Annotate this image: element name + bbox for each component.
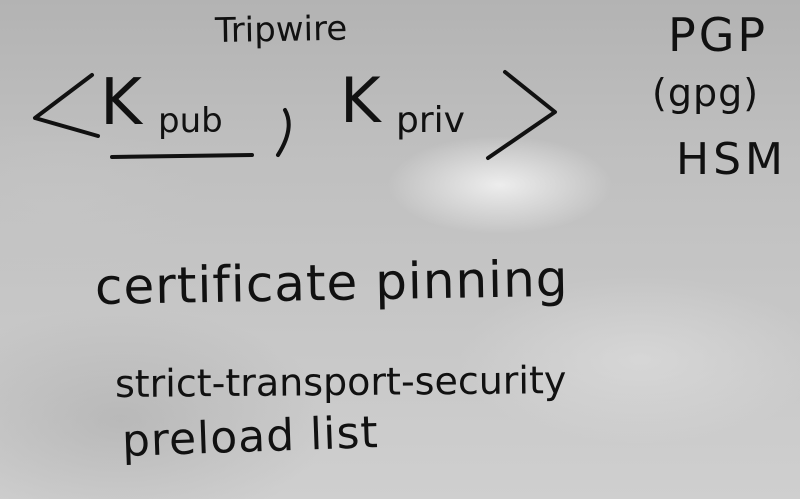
open-angle-bracket	[35, 75, 98, 136]
public-key-letter: K	[100, 66, 142, 140]
side-note-pgp: PGP	[668, 8, 769, 62]
side-note-gpg: (gpg)	[652, 71, 760, 115]
private-key-letter: K	[340, 64, 381, 137]
topic-preload-list: preload list	[121, 407, 380, 467]
public-key-underline	[112, 155, 252, 157]
separator-text: ,	[282, 139, 283, 141]
topic-strict-transport-security: strict-transport-security	[114, 358, 567, 406]
comma-stroke	[278, 110, 289, 155]
open-bracket-text: <	[40, 129, 42, 131]
title-tripwire: Tripwire	[214, 8, 348, 51]
close-bracket-text: >	[520, 114, 522, 116]
topic-certificate-pinning: certificate pinning	[94, 249, 569, 316]
side-note-hsm: HSM	[676, 134, 787, 185]
public-key-subscript: pub	[158, 101, 223, 141]
private-key-subscript: priv	[396, 100, 465, 141]
